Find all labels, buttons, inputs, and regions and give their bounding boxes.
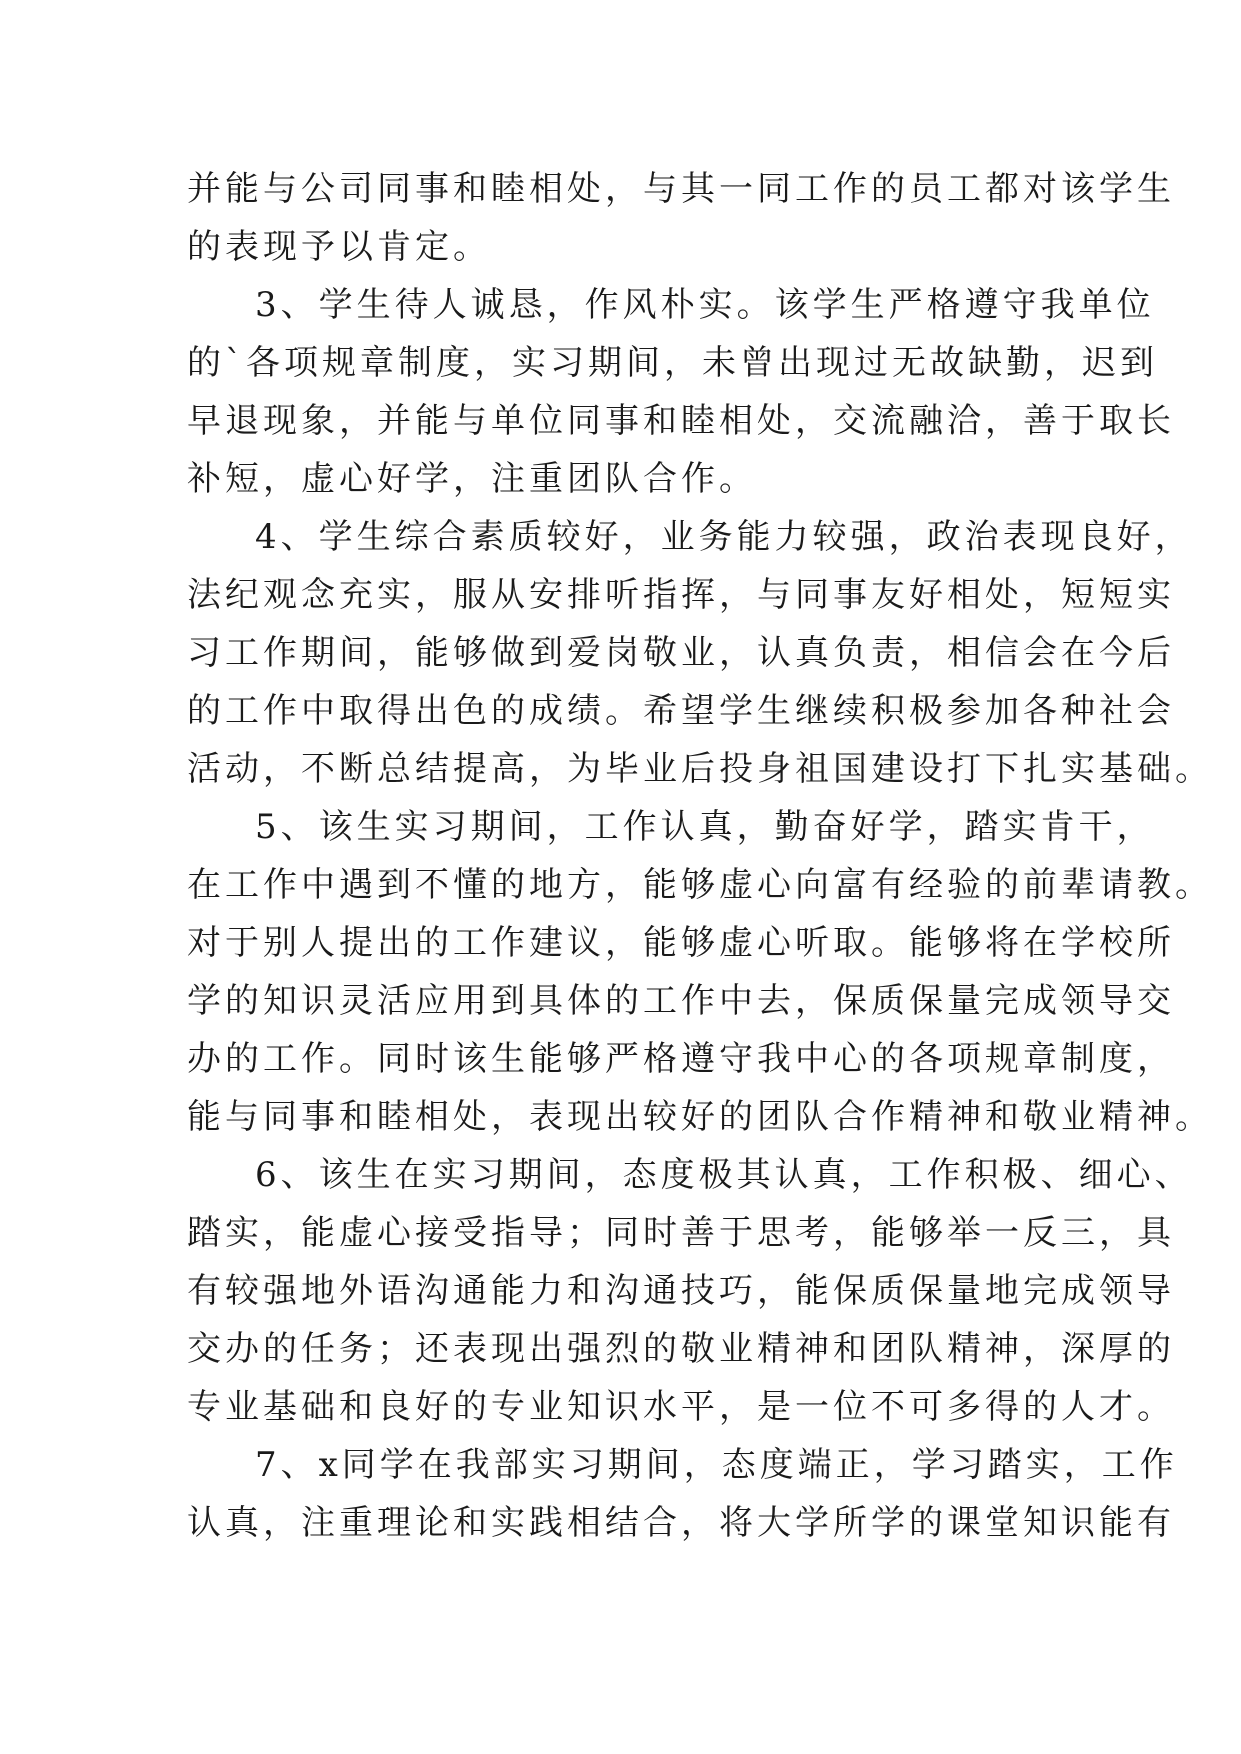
text-line: 在工作中遇到不懂的地方，能够虚心向富有经验的前辈请教。 <box>187 865 1213 905</box>
text-line: 早退现象，并能与单位同事和睦相处，交流融洽，善于取长 <box>187 401 1175 441</box>
text-line: 专业基础和良好的专业知识水平，是一位不可多得的人才。 <box>187 1387 1175 1427</box>
paragraph-3-start: 3、学生待人诚恳，作风朴实。该学生严格遵守我单位 <box>255 285 1155 325</box>
text-line: 习工作期间，能够做到爱岗敬业，认真负责，相信会在今后 <box>187 633 1175 673</box>
text-line: 的表现予以肯定。 <box>187 227 491 267</box>
paragraph-7-start: 7、x同学在我部实习期间，态度端正，学习踏实，工作 <box>255 1445 1178 1485</box>
paragraph-5-start: 5、该生实习期间，工作认真，勤奋好学，踏实肯干， <box>255 807 1155 847</box>
text-line: 对于别人提出的工作建议，能够虚心听取。能够将在学校所 <box>187 923 1175 963</box>
text-line: 认真，注重理论和实践相结合，将大学所学的课堂知识能有 <box>187 1503 1175 1543</box>
text-line: 法纪观念充实，服从安排听指挥，与同事友好相处，短短实 <box>187 575 1175 615</box>
text-line: 踏实，能虚心接受指导；同时善于思考，能够举一反三，具 <box>187 1213 1175 1253</box>
text-line: 补短，虚心好学，注重团队合作。 <box>187 459 757 499</box>
document-body <box>187 160 1213 1552</box>
text-line: 办的工作。同时该生能够严格遵守我中心的各项规章制度， <box>187 1039 1175 1079</box>
text-line: 有较强地外语沟通能力和沟通技巧，能保质保量地完成领导 <box>187 1271 1175 1311</box>
text-line: 能与同事和睦相处，表现出较好的团队合作精神和敬业精神。 <box>187 1097 1213 1137</box>
text-line: 并能与公司同事和睦相处，与其一同工作的员工都对该学生 <box>187 169 1175 209</box>
text-line: 的工作中取得出色的成绩。希望学生继续积极参加各种社会 <box>187 691 1175 731</box>
text-line: 学的知识灵活应用到具体的工作中去，保质保量完成领导交 <box>187 981 1175 1021</box>
text-line: 活动，不断总结提高，为毕业后投身祖国建设打下扎实基础。 <box>187 749 1213 789</box>
text-line: 交办的任务；还表现出强烈的敬业精神和团队精神，深厚的 <box>187 1329 1175 1369</box>
paragraph-4-start: 4、学生综合素质较好，业务能力较强，政治表现良好， <box>255 517 1193 557</box>
text-line: 的`各项规章制度，实习期间，未曾出现过无故缺勤，迟到 <box>187 343 1158 383</box>
paragraph-6-start: 6、该生在实习期间，态度极其认真，工作积极、细心、 <box>255 1155 1193 1195</box>
